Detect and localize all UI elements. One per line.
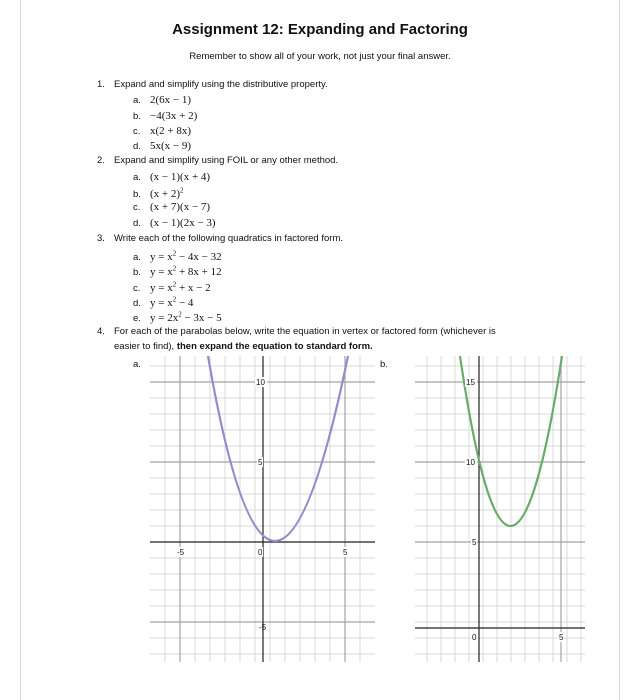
graph-a-y-tick-5: 5 xyxy=(258,458,263,467)
graph-b-x-tick-0: 0 xyxy=(472,633,477,642)
question-2a: a. (x − 1)(x + 4) xyxy=(133,171,211,183)
question-2: 2. Expand and simplify using FOIL or any other method. xyxy=(97,155,339,166)
question-4: 4. For each of the parabolas below, write the equation in vertex or factored form (whichever is xyxy=(97,326,496,337)
question-1b: b. −4(3x + 2) xyxy=(133,110,198,122)
page-edge-right xyxy=(619,0,620,700)
question-3a: a. $y = x^2 - 4x - 32$ xyxy=(133,249,222,263)
question-1a: a. 2(6x − 1) xyxy=(133,94,192,106)
question-3d: d. $y = x^2 - 4$ xyxy=(133,295,194,309)
graph-a-parabola xyxy=(208,356,348,541)
graph-a-x-tick-5: 5 xyxy=(343,548,348,557)
graph-b-y-tick-15: 15 xyxy=(466,378,475,387)
question-1: 1. Expand and simplify using the distributive property. xyxy=(97,79,328,90)
graph-b-x-tick-5: 5 xyxy=(559,633,564,642)
graph-b-y-tick-5: 5 xyxy=(472,538,477,547)
question-4-line2: easier to find), then expand the equation to standard form. xyxy=(114,341,373,352)
graph-b-grid xyxy=(415,356,585,662)
question-2b: b. $(x + 2)^2$ xyxy=(133,186,184,200)
page-title: Assignment 12: Expanding and Factoring xyxy=(172,21,468,38)
graph-b-label: b. xyxy=(380,359,388,370)
graph-a-label: a. xyxy=(133,359,141,370)
page-subtitle: Remember to show all of your work, not just your final answer. xyxy=(189,51,451,62)
question-2c: c. (x + 7)(x − 7) xyxy=(133,201,211,213)
graph-a-y-tick-10: 10 xyxy=(256,378,265,387)
graph-a-x-tick-0: 0 xyxy=(258,548,263,557)
question-1c: c. x(2 + 8x) xyxy=(133,125,192,137)
question-2d: d. (x − 1)(2x − 3) xyxy=(133,217,216,229)
graph-a-y-tick-neg5: -5 xyxy=(259,623,267,632)
question-3e: e. $y = 2x^2 - 3x - 5$ xyxy=(133,310,222,324)
graph-a-x-tick-neg5: -5 xyxy=(177,548,185,557)
question-3: 3. Write each of the following quadratics in factored form. xyxy=(97,233,343,244)
graph-b xyxy=(415,356,585,662)
graph-a xyxy=(150,356,375,662)
graph-b-y-tick-10: 10 xyxy=(466,458,475,467)
question-3b: b. $y = x^2 + 8x + 12$ xyxy=(133,264,222,278)
page-edge-left xyxy=(20,0,21,700)
question-3c: c. $y = x^2 + x - 2$ xyxy=(133,280,211,294)
question-1d: d. 5x(x − 9) xyxy=(133,140,192,152)
